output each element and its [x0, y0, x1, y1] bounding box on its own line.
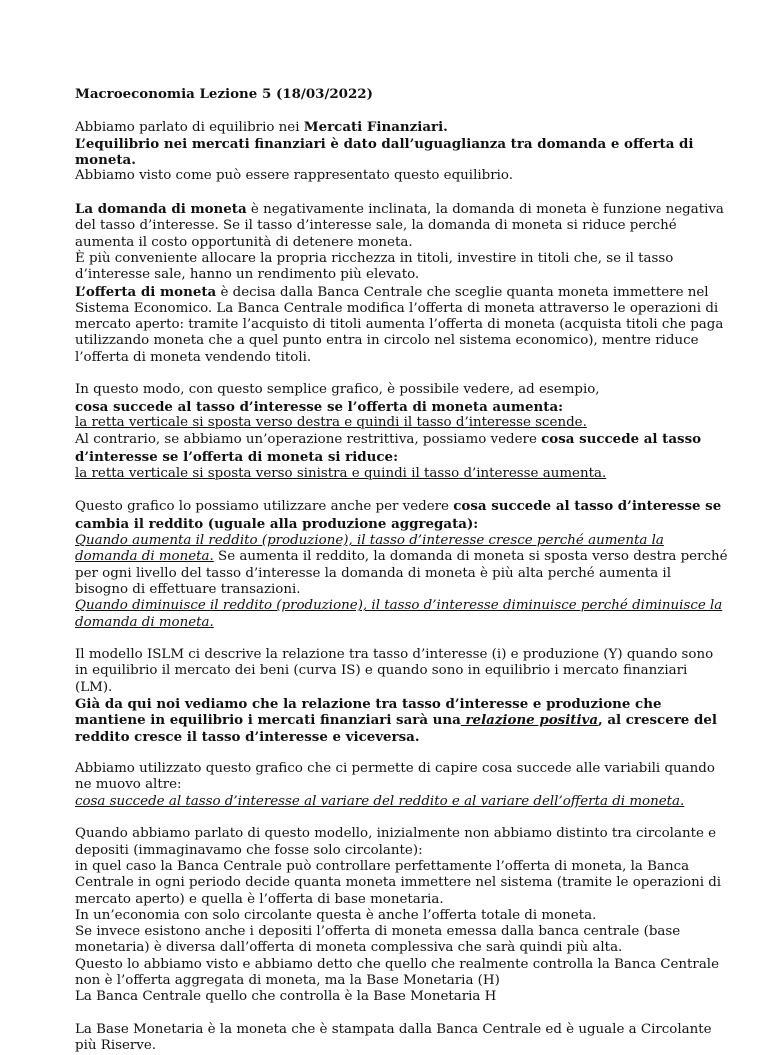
- document-title: Macroeconomia Lezione 5 (18/03/2022): [75, 86, 373, 102]
- italic-underlined-text: cosa succede al tasso d’interesse al variare del reddito e al variare dell’offerta di moneta.: [75, 793, 685, 809]
- paragraph-graph-usage: [75, 761, 728, 810]
- bold-question: cosa succede al tasso d’interesse se l’offerta di moneta aumenta:: [75, 398, 564, 415]
- bold-question: cosa succede al tasso d’interesse se l’offerta di moneta si riduce:: [75, 431, 702, 465]
- text: Questo lo abbiamo visto e abbiamo detto che quello che realmente controlla la Banca Centrale non è l’offerta aggregata di moneta, ma la Base Monetaria (H): [75, 956, 720, 989]
- bold-term: La domanda di moneta: [75, 201, 247, 218]
- bold-text: Già da qui noi vediamo che la relazione tra tasso d’interesse e produzione che mantiene in equilibrio i mercati finanziari sarà una: [75, 695, 662, 729]
- text: è decisa dalla Banca Centrale che sceglie quanta moneta immettere nel Sistema Economico. La Banca Centrale modifica l’offerta di moneta attraverso le operazioni di mercato aperto: tramite l’acquisto di titoli aumenta l’offerta di moneta (acquista titoli che paga utilizzando moneta che a quel punto entra in circolo nel sistema economico), mentre riduce l’offerta di moneta vendendo titoli.: [75, 284, 724, 365]
- paragraph-monetary-base: [75, 826, 728, 1005]
- bold-italic-underlined-term: relazione positiva: [460, 712, 599, 729]
- bold-text: , al crescere del reddito cresce il tasso d’interesse e viceversa.: [75, 712, 717, 745]
- text: è negativamente inclinata, la domanda di moneta è funzione negativa del tasso d’interesse. Se il tasso d’interesse sale, la domanda di moneta si riduce perché aumenta il costo opportunità di detenere moneta.: [75, 202, 724, 250]
- text: La Banca Centrale quello che controlla è la Base Monetaria H: [75, 989, 497, 1005]
- text: Questo grafico lo possiamo utilizzare anche per vedere: [75, 499, 454, 515]
- text: Quando abbiamo parlato di questo modello, inizialmente non abbiamo distinto tra circolante e depositi (immaginavamo che fosse solo circolante):: [75, 826, 717, 858]
- bold-term: L’offerta di moneta: [75, 283, 217, 300]
- text: Al contrario, se abbiamo un’operazione restrittiva, possiamo vedere: [75, 432, 542, 448]
- text: In un’economia con solo circolante questa è anche l’offerta totale di moneta.: [75, 907, 597, 923]
- text: Abbiamo visto come può essere rappresentato questo equilibrio.: [75, 168, 513, 184]
- text: La Base Monetaria è la moneta che è stampata dalla Banca Centrale ed è uguale a Circolante più Riserve.: [75, 1021, 712, 1054]
- text: in quel caso la Banca Centrale può controllare perfettamente l’offerta di moneta, la Banca Centrale in ogni periodo decide quanta moneta immettere nel sistema (tramite le operazioni di mercato aperto) e quella è l’offerta di base monetaria.: [75, 858, 722, 907]
- italic-underlined-text: Quando diminuisce il reddito (produzione), il tasso d’interesse diminuisce perché diminuisce la domanda di moneta.: [75, 598, 723, 630]
- text: Se aumenta il reddito, la domanda di moneta si sposta verso destra perché per ogni livello del tasso d’interesse la domanda di moneta è più alta perché aumenta il bisogno di effettuare transazioni.: [75, 549, 728, 597]
- paragraph-equilibrium: [75, 119, 728, 185]
- paragraph-islm: [75, 647, 728, 745]
- text: Abbiamo parlato di equilibrio nei: [75, 119, 304, 135]
- paragraph-money-supply-shift: [75, 382, 728, 482]
- text: Se invece esistono anche i depositi l’offerta di moneta emessa dalla banca centrale (base monetaria) è diversa dall’offerta di moneta complessiva che sarà quindi più alta.: [75, 924, 681, 956]
- underlined-answer: la retta verticale si sposta verso destra e quindi il tasso d’interesse scende.: [75, 414, 587, 430]
- text: È più conveniente allocare la propria ricchezza in titoli, investire in titoli che, se il tasso d’interesse sale, hanno un rendimento più elevato.: [75, 250, 674, 283]
- paragraph-income-change: [75, 498, 728, 630]
- bold-statement: L’equilibrio nei mercati finanziari è dato dall’uguaglianza tra domanda e offerta di moneta.: [75, 135, 694, 169]
- text: In questo modo, con questo semplice grafico, è possibile vedere, ad esempio,: [75, 382, 600, 398]
- paragraph-money-demand-supply: [75, 201, 728, 366]
- underlined-answer: la retta verticale si sposta verso sinistra e quindi il tasso d’interesse aumenta.: [75, 465, 607, 481]
- text: Abbiamo utilizzato questo grafico che ci permette di capire cosa succede alle variabili quando ne muovo altre:: [75, 761, 715, 793]
- bold-question: cosa succede al tasso d’interesse se cambia il reddito (uguale alla produzione aggregata):: [75, 498, 722, 532]
- bold-text: Mercati Finanziari.: [303, 118, 448, 135]
- paragraph-base-definition: [75, 1022, 728, 1055]
- text: Il modello ISLM ci descrive la relazione tra tasso d’interesse (i) e produzione (Y) quando sono in equilibrio il mercato dei beni (curva IS) e quando sono in equilibrio i mercato finanziari (LM).: [75, 647, 714, 695]
- italic-underlined-text: Quando aumenta il reddito (produzione), il tasso d’interesse cresce perché aumenta la domanda di moneta.: [75, 533, 664, 565]
